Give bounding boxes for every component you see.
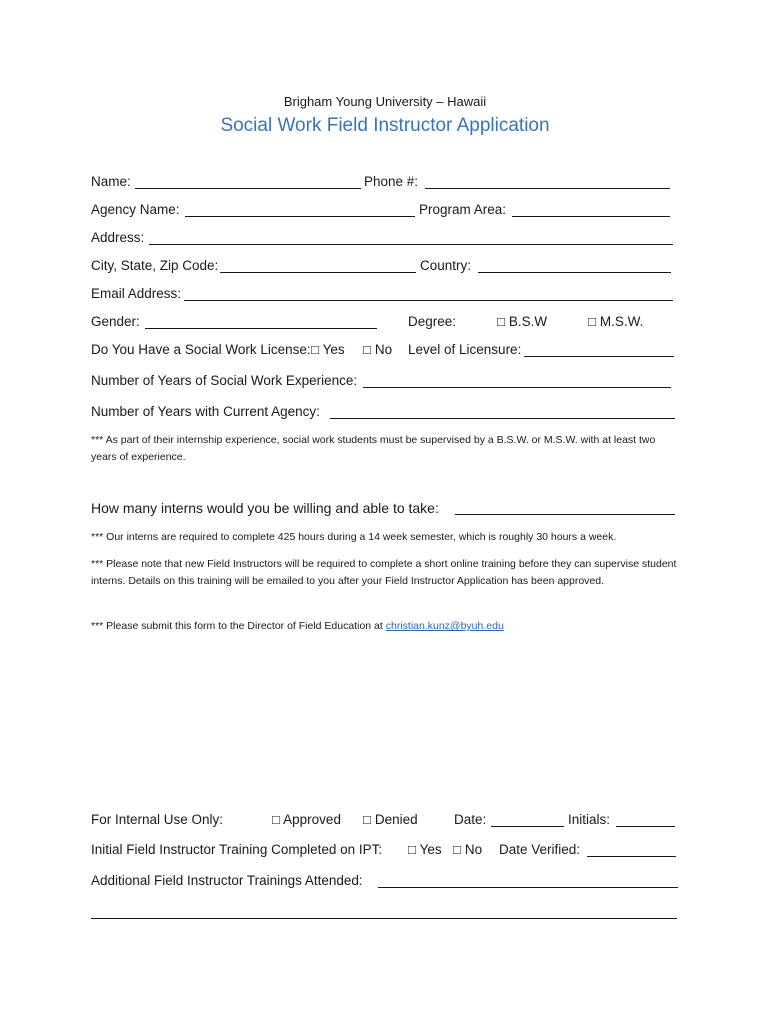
training-yes-checkbox[interactable]: □ Yes xyxy=(408,842,442,857)
additional-trainings-field[interactable] xyxy=(378,873,678,888)
degree-label: Degree: xyxy=(408,314,457,329)
phone-label: Phone #: xyxy=(364,174,419,189)
license-yes-checkbox[interactable]: □ Yes xyxy=(311,342,345,357)
email-label: Email Address: xyxy=(91,286,182,301)
license-label: Do You Have a Social Work License: xyxy=(91,342,311,357)
program-area-field[interactable] xyxy=(512,202,670,217)
internal-use-label: For Internal Use Only: xyxy=(91,812,224,827)
initial-training-row xyxy=(91,842,681,862)
initials-field[interactable] xyxy=(616,812,675,827)
gender-field[interactable] xyxy=(145,314,377,329)
interns-field[interactable] xyxy=(455,500,675,515)
name-phone-row xyxy=(91,174,681,194)
current-agency-row xyxy=(91,404,681,424)
license-row xyxy=(91,342,681,362)
gender-degree-row xyxy=(91,314,681,334)
additional-trainings-label: Additional Field Instructor Trainings Attended: xyxy=(91,873,363,888)
name-field[interactable] xyxy=(135,174,361,189)
experience-field[interactable] xyxy=(363,373,671,388)
internal-date-field[interactable] xyxy=(491,812,564,827)
interns-question-label: How many interns would you be willing and able to take: xyxy=(91,500,439,516)
program-area-label: Program Area: xyxy=(419,202,507,217)
name-label: Name: xyxy=(91,174,131,189)
agency-label: Agency Name: xyxy=(91,202,180,217)
hours-note: *** Our interns are required to complete 425 hours during a 14 week semester, which is roughly 30 hours a week. xyxy=(91,531,617,543)
degree-msw-checkbox[interactable]: □ M.S.W. xyxy=(588,314,644,329)
training-note: *** Please note that new Field Instructors will be required to complete a short online training before they can supervise student interns. Details on this training will be emailed to you after your Field Instructor Application has been approved. xyxy=(91,558,677,587)
email-row xyxy=(91,286,681,306)
date-verified-label: Date Verified: xyxy=(499,842,581,857)
address-field[interactable] xyxy=(149,230,673,245)
supervision-note: *** As part of their internship experience, social work students must be supervised by a B.S.W. or M.S.W. with at least two years of experience. xyxy=(91,434,656,463)
experience-label: Number of Years of Social Work Experience: xyxy=(91,373,358,388)
current-agency-label: Number of Years with Current Agency: xyxy=(91,404,320,419)
form-title: Social Work Field Instructor Application xyxy=(220,115,550,136)
experience-row xyxy=(91,373,681,393)
gender-label: Gender: xyxy=(91,314,140,329)
initial-training-label: Initial Field Instructor Training Completed on IPT: xyxy=(91,842,383,857)
submit-note xyxy=(91,618,691,635)
degree-bsw-checkbox[interactable]: □ B.S.W xyxy=(497,314,548,329)
approved-checkbox[interactable]: □ Approved xyxy=(272,812,341,827)
training-no-checkbox[interactable]: □ No xyxy=(453,842,483,857)
internal-date-label: Date: xyxy=(454,812,487,827)
initials-label: Initials: xyxy=(568,812,611,827)
city-field[interactable] xyxy=(220,258,416,273)
license-no-checkbox[interactable]: □ No xyxy=(363,342,393,357)
agency-field[interactable] xyxy=(185,202,415,217)
internal-use-row xyxy=(91,812,681,832)
city-country-row xyxy=(91,258,681,278)
address-label: Address: xyxy=(91,230,145,245)
licensure-label: Level of Licensure: xyxy=(408,342,522,357)
email-field[interactable] xyxy=(184,286,673,301)
agency-row xyxy=(91,202,681,222)
university-name: Brigham Young University – Hawaii xyxy=(283,94,487,109)
additional-trainings-row xyxy=(91,873,681,893)
date-verified-field[interactable] xyxy=(587,842,676,857)
licensure-field[interactable] xyxy=(524,342,674,357)
submit-note-text: *** Please submit this form to the Director of Field Education at xyxy=(91,620,383,632)
additional-trainings-continuation-field[interactable] xyxy=(91,904,677,919)
current-agency-field[interactable] xyxy=(330,404,675,419)
address-row xyxy=(91,230,681,250)
phone-field[interactable] xyxy=(425,174,670,189)
director-email-link[interactable]: christian.kunz@byuh.edu xyxy=(385,620,504,632)
country-label: Country: xyxy=(420,258,472,273)
interns-row xyxy=(91,500,681,520)
city-label: City, State, Zip Code: xyxy=(91,258,219,273)
country-field[interactable] xyxy=(478,258,671,273)
denied-checkbox[interactable]: □ Denied xyxy=(363,812,418,827)
